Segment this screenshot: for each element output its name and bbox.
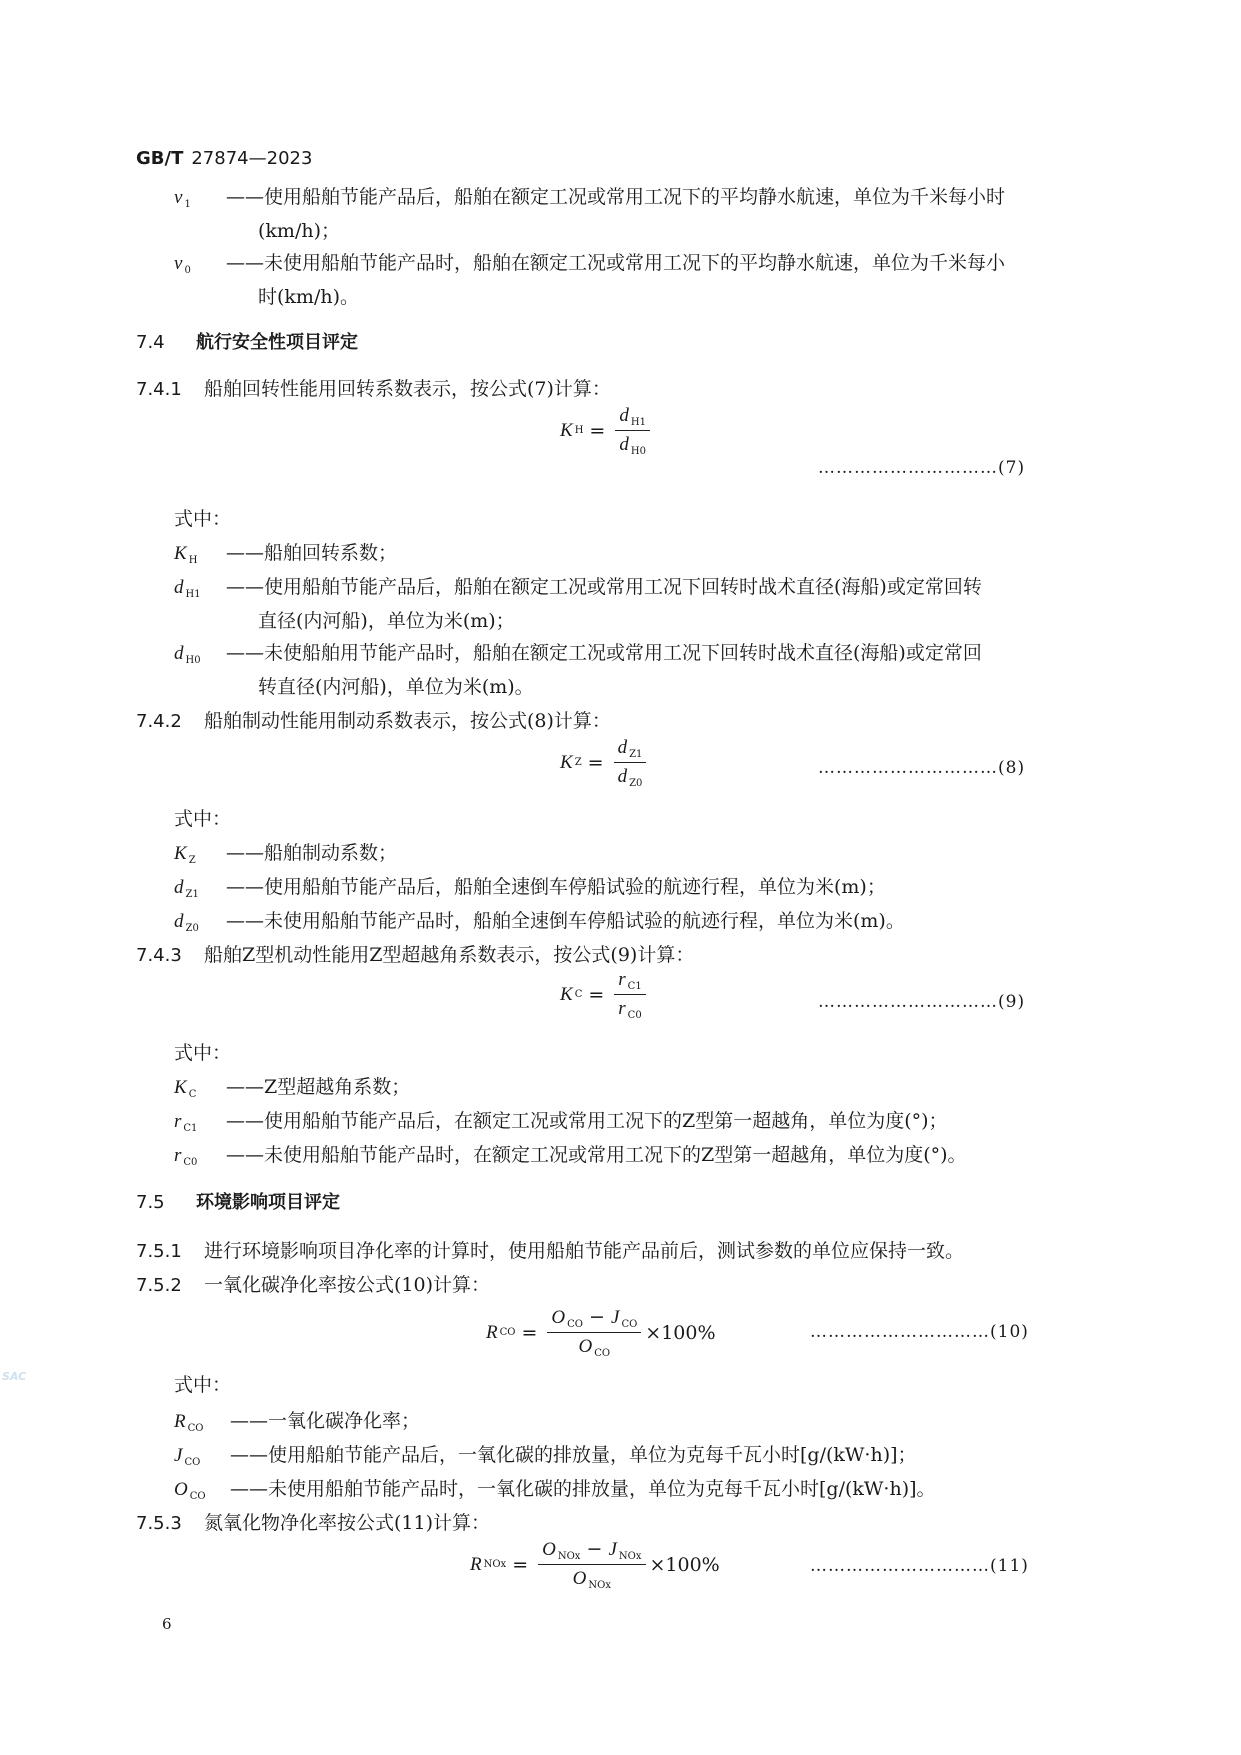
minus-sign: −	[589, 1306, 605, 1328]
def-symbol: O	[174, 1479, 188, 1500]
formula-lhs: K	[560, 419, 573, 441]
def-dH0	[174, 636, 1094, 698]
def-continuation: 转直径(内河船)，单位为米(m)。	[258, 676, 534, 698]
def-subscript: C1	[183, 1123, 198, 1134]
formula-10	[486, 1306, 716, 1359]
para-7-5-1	[136, 1234, 1096, 1269]
def-symbol: d	[174, 577, 184, 598]
def-text: ——使用船舶节能产品后，船舶全速倒车停船试验的航迹行程，单位为米(m)；	[226, 876, 886, 898]
clause-text: 一氧化碳净化率按公式(10)计算：	[204, 1274, 491, 1296]
where-label: 式中：	[174, 808, 232, 830]
formula-10-label: …………………………(10)	[810, 1322, 1029, 1342]
where-label: 式中：	[174, 1042, 232, 1064]
denominator: O	[572, 1568, 587, 1589]
para-7-5-2	[136, 1268, 1096, 1303]
numerator: r	[618, 969, 626, 990]
denominator-subscript: Z0	[629, 778, 643, 789]
clause-text: 氮氧化物净化率按公式(11)计算：	[204, 1512, 491, 1534]
section-number: 7.5	[136, 1192, 165, 1213]
formula-lhs: K	[560, 983, 573, 1005]
clause-number: 7.4.1	[136, 379, 182, 400]
formula-9-label: …………………………(9)	[818, 992, 1026, 1012]
fraction	[614, 968, 645, 1021]
clause-number: 7.4.2	[136, 711, 182, 732]
equals-sign: =	[587, 751, 604, 774]
def-symbol: d	[174, 911, 184, 932]
formula-8-label: …………………………(8)	[818, 758, 1026, 778]
formula-11-label: …………………………(11)	[810, 1556, 1029, 1576]
def-text: ——使用船舶节能产品后，船舶在额定工况或常用工况下的平均静水航速，单位为千米每小时	[226, 186, 1006, 208]
clause-text: 船舶回转性能用回转系数表示，按公式(7)计算：	[204, 378, 611, 400]
section-7-4-heading	[136, 326, 358, 360]
numerator-term-b: J	[608, 1539, 617, 1560]
def-symbol: v	[174, 187, 183, 208]
document-header	[136, 148, 312, 169]
equals-sign: =	[512, 1553, 529, 1576]
formula-lhs-subscript: CO	[499, 1327, 516, 1338]
para-7-4-2	[136, 704, 1096, 739]
numerator-subscript: C1	[627, 981, 642, 992]
def-continuation: 时(km/h)。	[258, 286, 359, 308]
def-continuation: (km/h)；	[258, 220, 340, 242]
def-symbol: d	[174, 877, 184, 898]
times-percent: ×100%	[649, 1553, 720, 1576]
fraction	[547, 1306, 641, 1359]
clause-number: 7.5.1	[136, 1241, 182, 1262]
formula-lhs-subscript: C	[574, 989, 583, 1000]
def-symbol: r	[174, 1111, 182, 1132]
def-text: ——Z型超越角系数；	[226, 1076, 411, 1098]
para-7-5-3	[136, 1506, 1096, 1541]
numerator-subscript: H1	[630, 417, 646, 428]
def-dH1	[174, 570, 1094, 632]
formula-7	[560, 404, 654, 457]
def-symbol: K	[174, 843, 187, 864]
def-text: ——未使用船舶节能产品时，在额定工况或常用工况下的Z型第一超越角，单位为度(°)。	[226, 1144, 967, 1166]
fraction	[615, 404, 650, 457]
numerator-term-a: O	[542, 1539, 556, 1560]
standard-code: GB/T	[136, 148, 184, 169]
def-subscript: 0	[184, 265, 191, 276]
def-subscript: CO	[184, 1457, 201, 1468]
where-label: 式中：	[174, 1374, 232, 1396]
equals-sign: =	[589, 419, 606, 442]
numerator: d	[619, 405, 629, 426]
formula-lhs: R	[486, 1321, 498, 1343]
denominator: d	[617, 766, 628, 787]
clause-text: 船舶制动性能用制动系数表示，按公式(8)计算：	[204, 710, 611, 732]
formula-7-label: …………………………(7)	[818, 458, 1026, 478]
def-subscript: Z0	[185, 923, 199, 934]
where-label: 式中：	[174, 508, 232, 530]
def-text: ——未使用船舶节能产品时，一氧化碳的排放量，单位为克每千瓦小时[g/(kW·h)]。	[230, 1478, 936, 1500]
def-subscript: CO	[189, 1491, 206, 1502]
def-text: ——未使用船舶节能产品时，船舶在额定工况或常用工况下的平均静水航速，单位为千米每小	[226, 252, 1006, 274]
def-text: ——使用船舶节能产品后，船舶在额定工况或常用工况下回转时战术直径(海船)或定常回转	[226, 576, 982, 598]
section-title: 航行安全性项目评定	[196, 332, 358, 353]
formula-8	[560, 736, 650, 789]
numerator-term-a-subscript: CO	[567, 1319, 583, 1330]
standard-number: 27874—2023	[191, 148, 313, 169]
numerator: d	[617, 737, 628, 758]
def-v0	[174, 246, 1094, 308]
def-text: ——船舶回转系数；	[226, 542, 398, 564]
clause-text: 船舶Z型机动性能用Z型超越角系数表示，按公式(9)计算：	[204, 944, 695, 966]
fraction	[538, 1538, 645, 1591]
def-subscript: 1	[184, 199, 191, 210]
clause-text: 进行环境影响项目净化率的计算时，使用船舶节能产品前后，测试参数的单位应保持一致。	[204, 1240, 965, 1262]
formula-lhs: K	[560, 751, 573, 773]
formula-lhs-subscript: NOx	[483, 1559, 507, 1570]
def-symbol: d	[174, 643, 184, 664]
denominator-subscript: CO	[594, 1348, 611, 1359]
def-rC0	[174, 1138, 1094, 1180]
section-title: 环境影响项目评定	[196, 1192, 340, 1213]
equals-sign: =	[521, 1321, 538, 1344]
page-number: 6	[162, 1615, 172, 1633]
fraction	[614, 736, 647, 789]
def-text: ——使用船舶节能产品后，在额定工况或常用工况下的Z型第一超越角，单位为度(°)；	[226, 1110, 948, 1132]
denominator-subscript: H0	[630, 446, 646, 457]
formula-lhs: R	[470, 1553, 482, 1575]
minus-sign: −	[586, 1538, 603, 1560]
sac-watermark-logo: SAC	[2, 1370, 27, 1383]
clause-number: 7.4.3	[136, 945, 182, 966]
clause-number: 7.5.2	[136, 1275, 182, 1296]
numerator-term-a: O	[551, 1307, 566, 1328]
def-subscript: H	[188, 555, 198, 566]
equals-sign: =	[588, 983, 605, 1006]
def-subscript: H0	[185, 655, 201, 666]
denominator: d	[619, 434, 629, 455]
denominator: O	[578, 1336, 593, 1357]
def-symbol: v	[174, 253, 183, 274]
def-text: ——未使用船舶节能产品时，船舶全速倒车停船试验的航迹行程，单位为米(m)。	[226, 910, 905, 932]
def-symbol: R	[174, 1411, 186, 1432]
def-subscript: Z1	[185, 889, 199, 900]
section-7-5-heading	[136, 1186, 340, 1220]
def-subscript: CO	[187, 1423, 204, 1434]
def-symbol: K	[174, 1077, 187, 1098]
def-subscript: H1	[185, 589, 201, 600]
def-subscript: C0	[183, 1157, 198, 1168]
def-subscript: Z	[188, 855, 196, 866]
para-7-4-1	[136, 372, 1096, 407]
numerator-term-b-subscript: NOx	[618, 1551, 642, 1562]
denominator-subscript: NOx	[588, 1580, 611, 1591]
def-symbol: K	[174, 543, 187, 564]
def-text: ——使用船舶节能产品后，一氧化碳的排放量，单位为克每千瓦小时[g/(kW·h)]；	[230, 1444, 917, 1466]
denominator-subscript: C0	[627, 1010, 642, 1021]
formula-lhs-subscript: H	[574, 425, 584, 436]
def-continuation: 直径(内河船)，单位为米(m)；	[258, 610, 515, 632]
section-number: 7.4	[136, 332, 165, 353]
numerator-term-b-subscript: CO	[621, 1319, 638, 1330]
def-v1	[174, 180, 1094, 242]
def-symbol: J	[174, 1445, 183, 1466]
numerator-term-b: J	[611, 1307, 620, 1328]
def-symbol: r	[174, 1145, 182, 1166]
def-text: ——船舶制动系数；	[226, 842, 398, 864]
formula-11	[470, 1538, 720, 1591]
denominator: r	[618, 998, 626, 1019]
clause-number: 7.5.3	[136, 1513, 182, 1534]
def-text: ——一氧化碳净化率；	[230, 1410, 421, 1432]
def-subscript: C	[188, 1089, 197, 1100]
def-text: ——未使船舶用节能产品时，船舶在额定工况或常用工况下回转时战术直径(海船)或定常回	[226, 642, 982, 664]
numerator-term-a-subscript: NOx	[557, 1551, 581, 1562]
times-percent: ×100%	[645, 1321, 716, 1344]
formula-lhs-subscript: Z	[574, 757, 582, 768]
formula-9	[560, 968, 650, 1021]
numerator-subscript: Z1	[629, 749, 643, 760]
